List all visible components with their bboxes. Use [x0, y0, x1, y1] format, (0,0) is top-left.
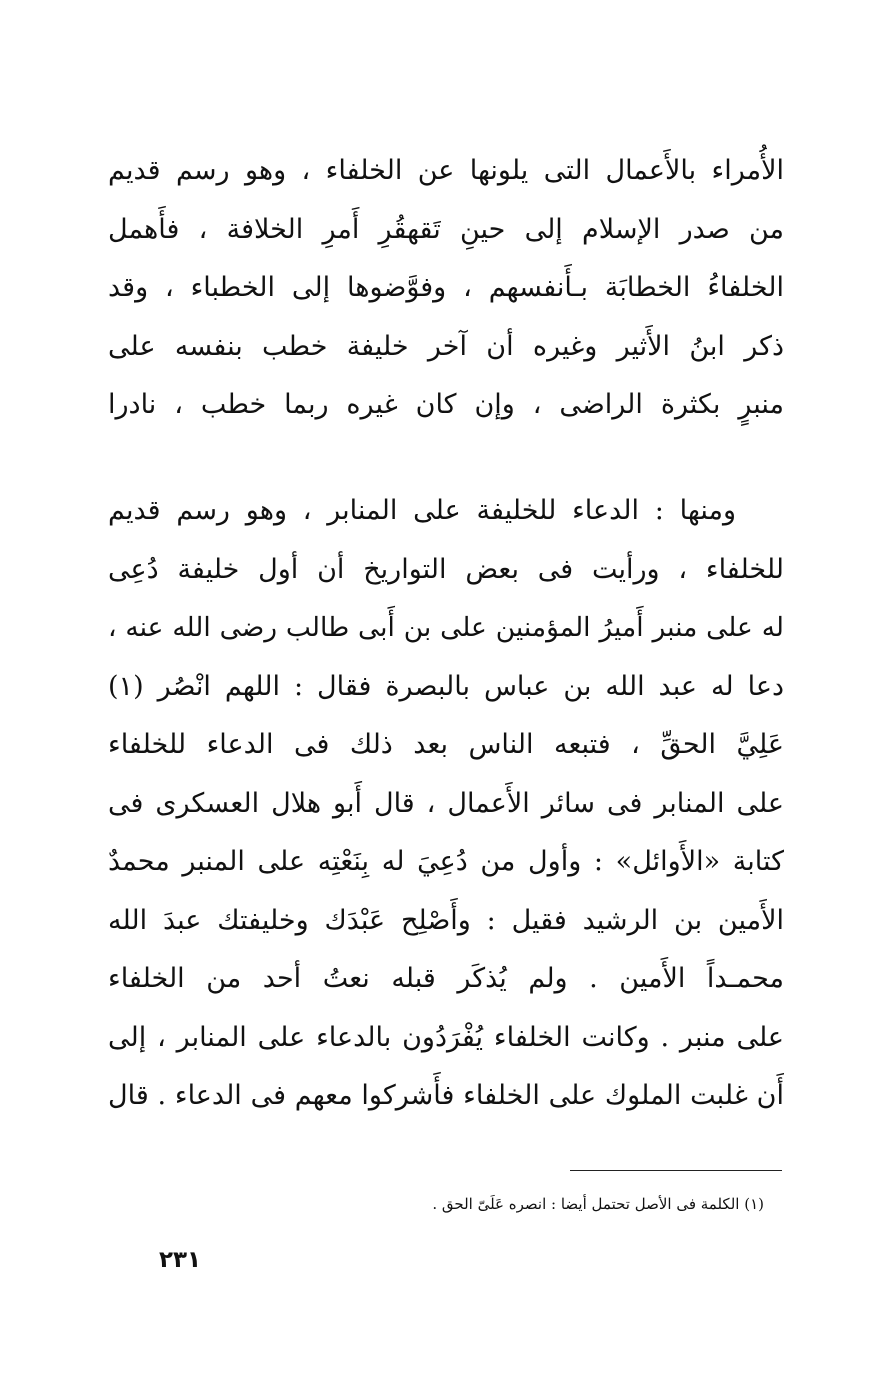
footnote-separator — [570, 1170, 782, 1171]
paragraph-1 — [108, 142, 784, 435]
text-line: أَن غلبت الملوك على الخلفاء فأَشركوا معهم فى الدعاء . قال — [108, 1080, 784, 1111]
text-line: ومنها : الدعاء للخليفة على المنابر ، وهو رسم قديم — [108, 495, 736, 526]
text-line: دعا له عبد الله بن عباس بالبصرة فقال : اللهم انْصُر (١) — [108, 670, 784, 702]
paragraph-2 — [108, 482, 784, 1126]
text-line: محمـداً الأَمين . ولم يُذكَر قبله نعتُ أحد من الخلفاء — [108, 963, 784, 994]
text-line: على المنابر فى سائر الأَعمال ، قال أَبو هلال العسكرى فى — [108, 787, 784, 819]
text-line: ذكر ابنُ الأَثير وغيره أن آخر خليفة خطب بنفسه على — [108, 330, 784, 362]
text-line: عَلِيَّ الحقِّ ، فتبعه الناس بعد ذلك فى الدعاء للخلفاء — [108, 729, 784, 760]
text-line: الأَمين بن الرشيد فقيل : وأَصْلِح عَبْدَك وخليفتك عبدَ الله — [108, 904, 784, 936]
text-line: كتابة «الأَوائل» : وأول من دُعِيَ له بِنَعْتِه على المنبر محمدٌ — [108, 846, 784, 877]
text-line: من صدر الإسلام إلى حينِ تَقهقُرِ أَمرِ الخلافة ، فأَهمل — [108, 213, 784, 245]
text-line: على منبر . وكانت الخلفاء يُفْرَدُون بالدعاء على المنابر ، إلى — [108, 1021, 784, 1053]
text-line: الخلفاءُ الخطابَة بـأَنفسهم ، وفوَّضوها إلى الخطباء ، وقد — [108, 272, 784, 303]
text-line: منبرٍ بكثرة الراضى ، وإن كان غيره ربما خطب ، نادرا — [108, 389, 784, 420]
text-line: له على منبر أَميرُ المؤمنين على بن أَبى طالب رضى الله عنه ، — [108, 612, 784, 643]
footnote: (١) الكلمة فى الأصل تحتمل أيضا : انصره عَلَىّ الحق . — [432, 1195, 764, 1213]
text-line: الأُمراء بالأَعمال التى يلونها عن الخلفاء ، وهو رسم قديم — [108, 155, 784, 186]
text-line: للخلفاء ، ورأيت فى بعض التواريخ أن أول خليفة دُعِى — [108, 553, 784, 585]
page-number: ٢٣١ — [158, 1247, 202, 1273]
